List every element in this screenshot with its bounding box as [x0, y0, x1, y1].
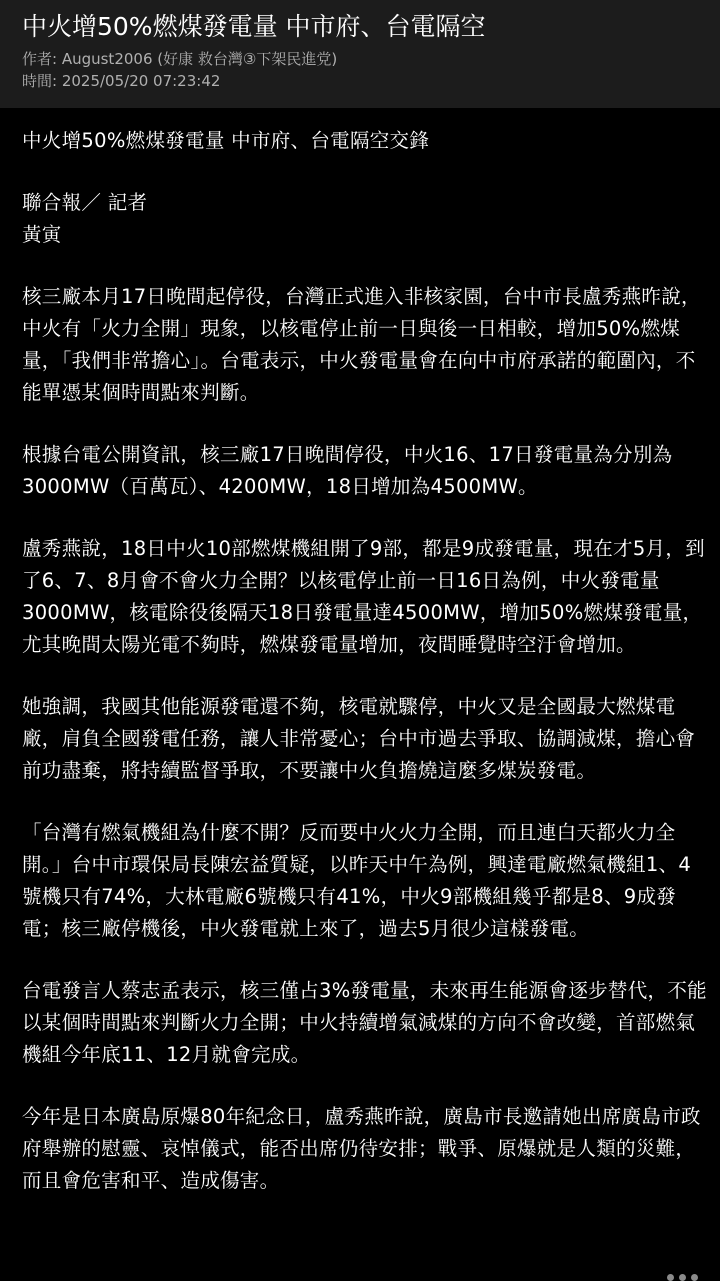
article-byline-reporter: 黃寅 — [22, 223, 62, 246]
article-byline-outlet: 聯合報／ 記者 — [22, 191, 148, 214]
post-title: 中火增50%燃煤發電量 中市府、台電隔空 — [22, 12, 486, 41]
post-header — [0, 0, 720, 108]
article-headline: 中火增50%燃煤發電量 中市府、台電隔空交鋒 — [22, 129, 430, 152]
article-paragraph: 「台灣有燃氣機組為什麼不開？反而要中火火力全開，而且連白天都火力全開。」台中市環保局長陳宏益質疑，以昨天中午為例，興達電廠燃氣機組1、4號機只有74%，大林電廠6號機只有41%，中火9部機組幾乎都是8、9成發電；核三廠停機後，中火發電就上來了，過去5月很少這樣發電。 — [22, 821, 692, 940]
article-paragraph: 核三廠本月17日晚間起停役，台灣正式進入非核家園，台中市長盧秀燕昨說，中火有「火力全開」現象，以核電停止前一日與後一日相較，增加50%燃煤量，「我們非常擔心」。台電表示，中火發電量會在向中市府承諾的範圍內，不能單憑某個時間點來判斷。 — [22, 285, 701, 404]
article-paragraph: 今年是日本廣島原爆80年紀念日，盧秀燕昨說，廣島市長邀請她出席廣島市政府舉辦的慰靈、哀悼儀式，能否出席仍待安排；戰爭、原爆就是人類的災難，而且會危害和平、造成傷害。 — [22, 1105, 701, 1192]
bottom-fade — [0, 1256, 720, 1280]
article-paragraph: 台電發言人蔡志孟表示，核三僅占3%發電量，未來再生能源會逐步替代，不能以某個時間點來判斷火力全開；中火持續增氣減煤的方向不會改變，首部燃氣機組今年底11、12月就會完成。 — [22, 979, 707, 1066]
post-time: 時間: 2025/05/20 07:23:42 — [22, 72, 221, 90]
article-body — [22, 125, 708, 1197]
post-author[interactable]: 作者: August2006 (好康 救台灣③下架民進党) — [22, 50, 338, 68]
article-paragraph: 她強調，我國其他能源發電還不夠，核電就驟停，中火又是全國最大燃煤電廠，肩負全國發電任務，讓人非常憂心；台中市過去爭取、協調減煤，擔心會前功盡棄，將持續監督爭取，不要讓中火負擔燒這麼多煤炭發電。 — [22, 695, 696, 782]
more-options-icon[interactable] — [667, 1274, 698, 1280]
article-paragraph: 盧秀燕說，18日中火10部燃煤機組開了9部，都是9成發電量，現在才5月，到了6、7、8月會不會火力全開？以核電停止前一日16日為例，中火發電量3000MW，核電除役後隔天18日發電量達4500MW，增加50%燃煤發電量，尤其晚間太陽光電不夠時，燃煤發電量增加，夜間睡覺時空汙會增加。 — [22, 537, 705, 656]
article-paragraph: 根據台電公開資訊，核三廠17日晚間停役，中火16、17日發電量為分別為3000MW（百萬瓦）、4200MW，18日增加為4500MW。 — [22, 443, 673, 498]
